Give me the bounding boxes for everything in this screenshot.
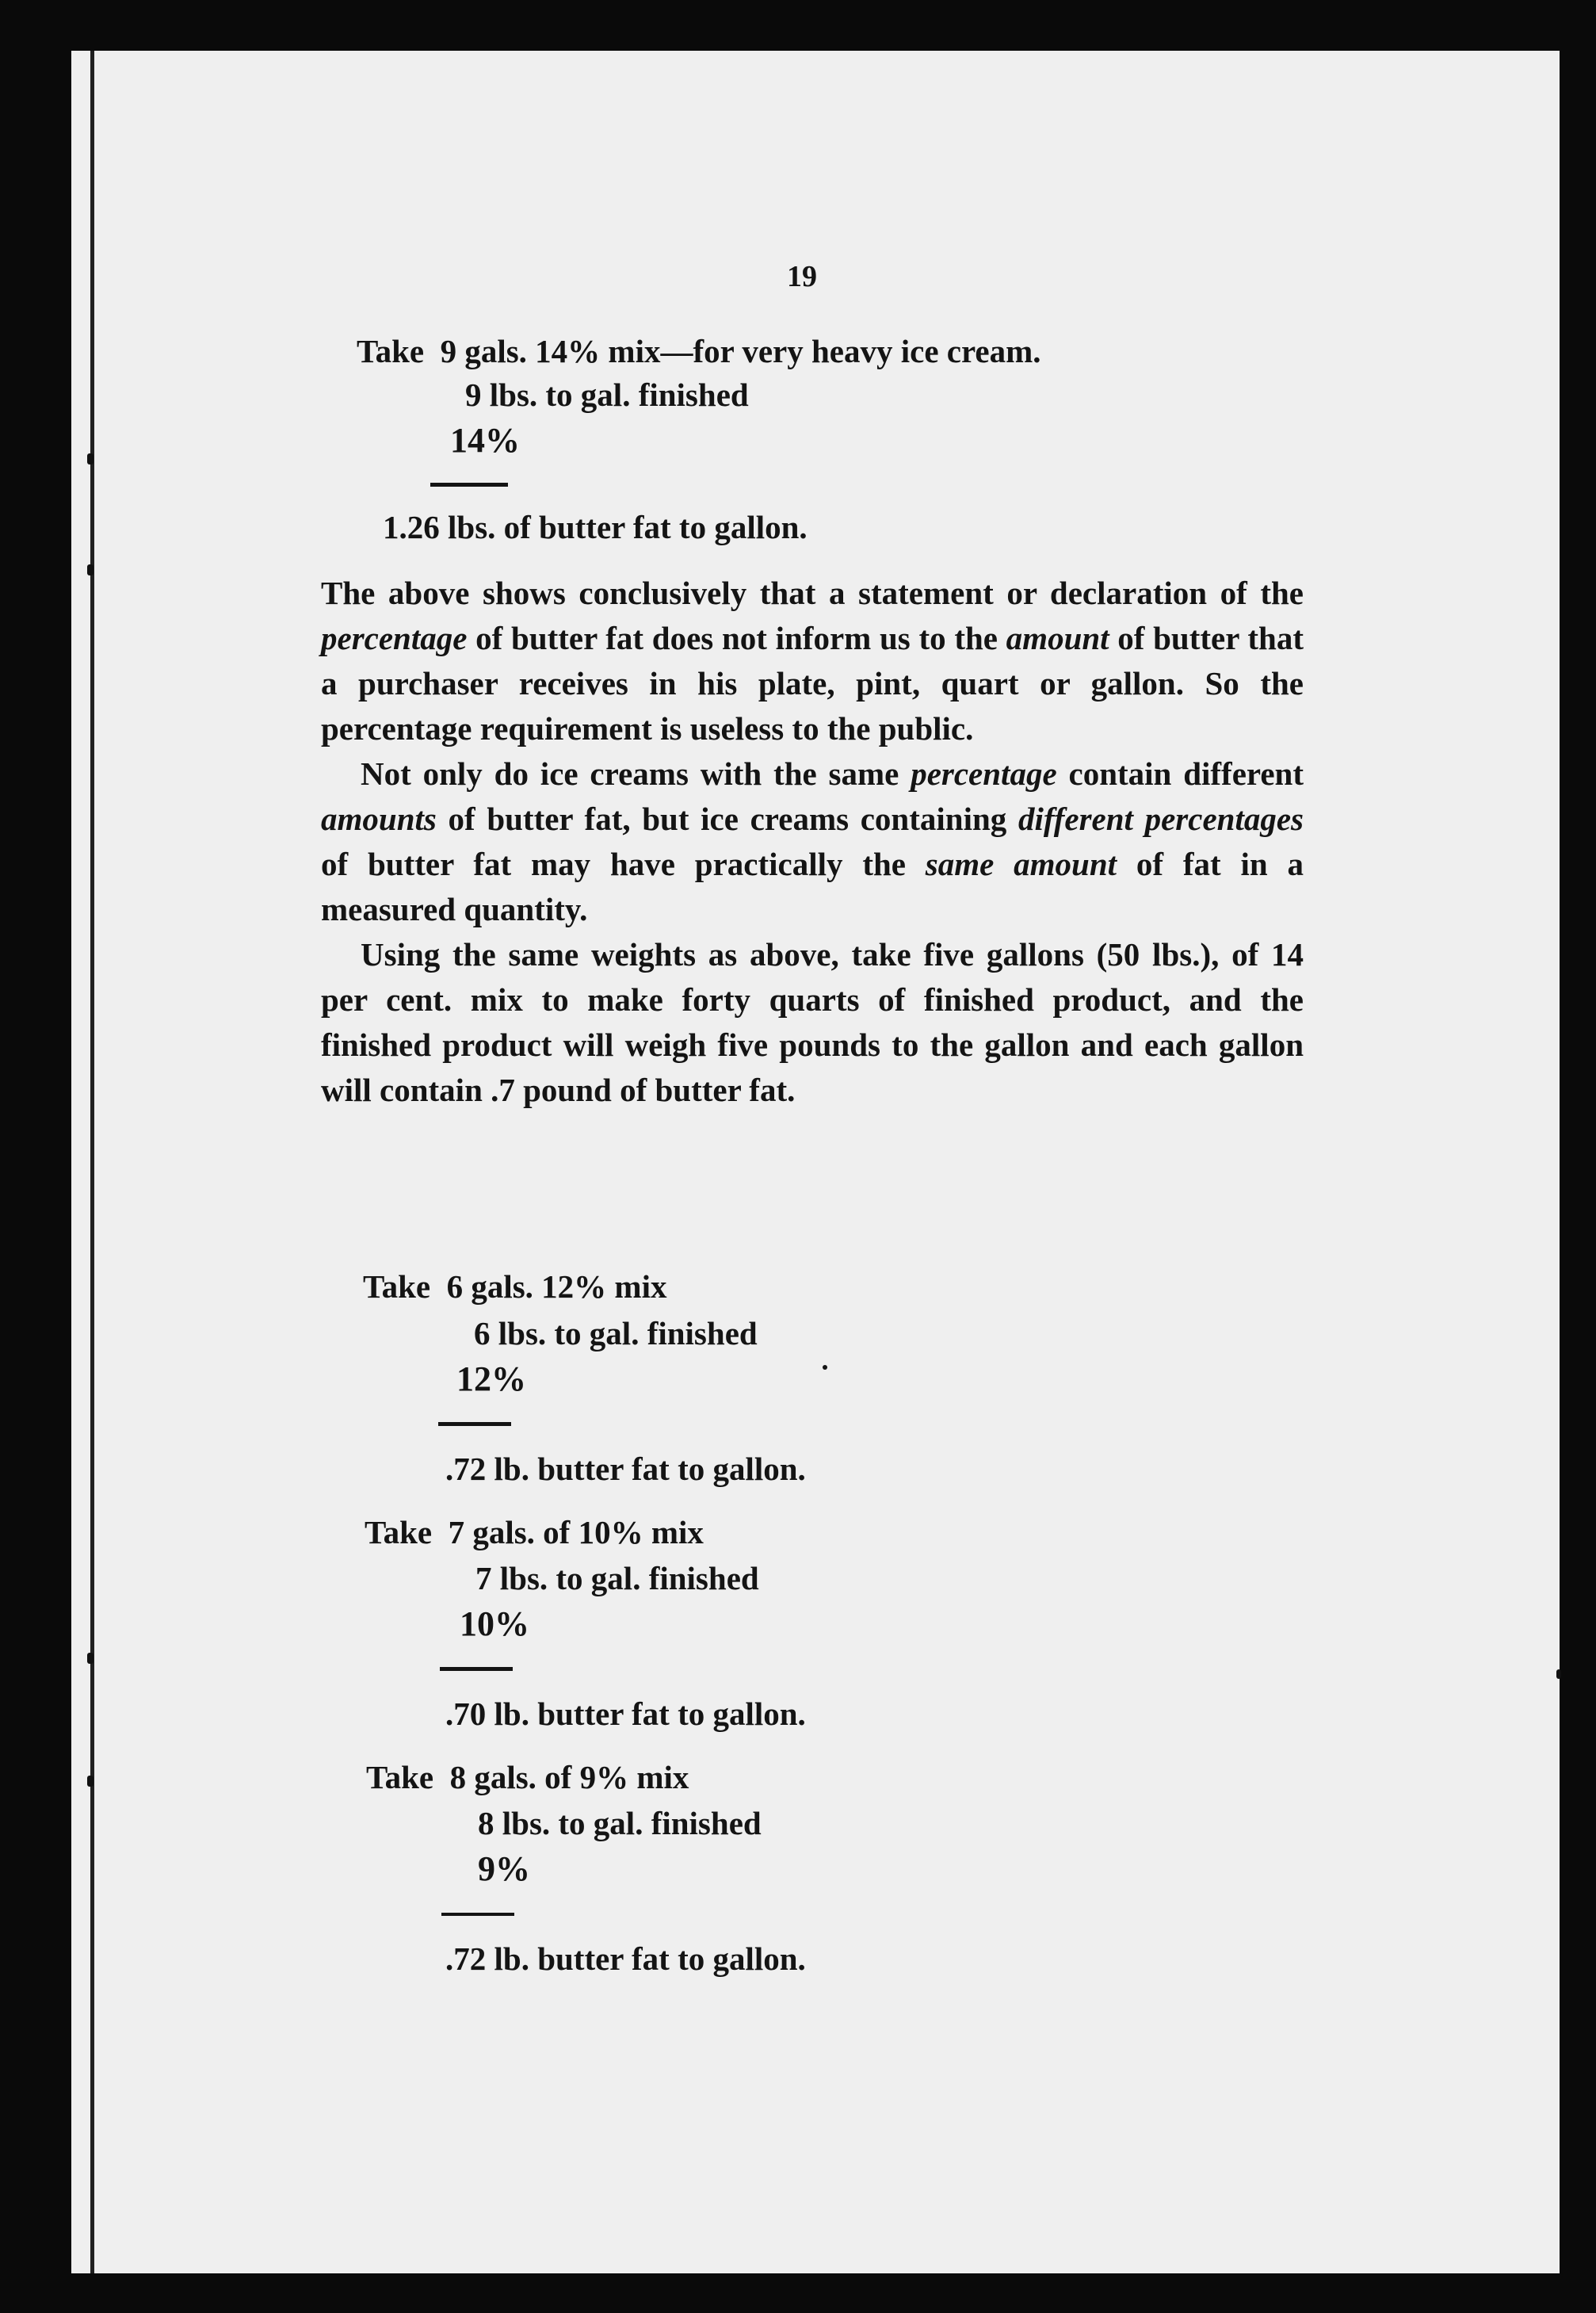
italic-run: different percentages (1018, 801, 1304, 837)
calc-1-line-1: Take 9 gals. 14% mix—for very heavy ice cream. (357, 333, 1041, 369)
calc-3-line-2: 7 lbs. to gal. finished (475, 1560, 759, 1596)
paragraph-3: Using the same weights as above, take five gallons (50 lbs.), of 14 per cent. mix to make forty quarts of finished product, and the finished product will weigh five pounds to the gallon and each gallon will contain .7 pound of butter fat. (321, 936, 1304, 1108)
body-paragraphs (321, 571, 1304, 1113)
text-run: of butter that a purchaser receives in his plate, pint, quart or gallon. So the percentage requirement is useless to the public. (321, 620, 1304, 747)
text-run: of butter fat, but ice creams containing (436, 801, 1018, 837)
page-number: 19 (787, 260, 817, 293)
calc-2-line-3: 12% (456, 1359, 526, 1398)
italic-run: amount (1006, 620, 1109, 656)
text-run: The above shows conclusively that a statement or declaration of the (321, 575, 1304, 611)
calc-4-line-2: 8 lbs. to gal. finished (478, 1805, 762, 1841)
calc-2-line-2: 6 lbs. to gal. finished (474, 1315, 758, 1351)
calc-3-result: .70 lb. butter fat to gallon. (445, 1696, 806, 1732)
calc-1-result: 1.26 lbs. of butter fat to gallon. (383, 509, 808, 545)
calc-1-line-3: 14% (450, 421, 520, 460)
calc-4-sum-rule (441, 1913, 514, 1916)
italic-run: same amount (925, 846, 1117, 882)
calc-2-line-1: Take 6 gals. 12% mix (363, 1268, 667, 1305)
paragraph-1 (321, 571, 1304, 751)
calc-2-result: .72 lb. butter fat to gallon. (445, 1451, 806, 1487)
paragraph-2 (321, 751, 1304, 932)
stray-dot (823, 1365, 827, 1370)
italic-run: percentage (911, 755, 1057, 792)
calc-4-result: .72 lb. butter fat to gallon. (445, 1940, 806, 1977)
text-run: of butter fat does not inform us to the (467, 620, 1006, 656)
calc-3-sum-rule (440, 1667, 513, 1671)
calc-3-line-3: 10% (460, 1604, 529, 1643)
calc-4-line-3: 9% (478, 1849, 530, 1888)
calc-3-line-1: Take 7 gals. of 10% mix (365, 1514, 704, 1550)
calc-1-sum-rule (430, 483, 508, 487)
italic-run: percentage (321, 620, 468, 656)
text-run: contain different (1056, 755, 1304, 792)
text-run: of butter fat may have practically the (321, 846, 926, 882)
calc-1-line-2: 9 lbs. to gal. finished (465, 377, 749, 413)
calc-4-line-1: Take 8 gals. of 9% mix (366, 1759, 689, 1795)
text-run: of fat in a measured quantity. (321, 846, 1304, 927)
text-run: Not only do ice creams with the same (361, 755, 911, 792)
calc-2-sum-rule (438, 1422, 511, 1426)
italic-run: amounts (321, 801, 437, 837)
